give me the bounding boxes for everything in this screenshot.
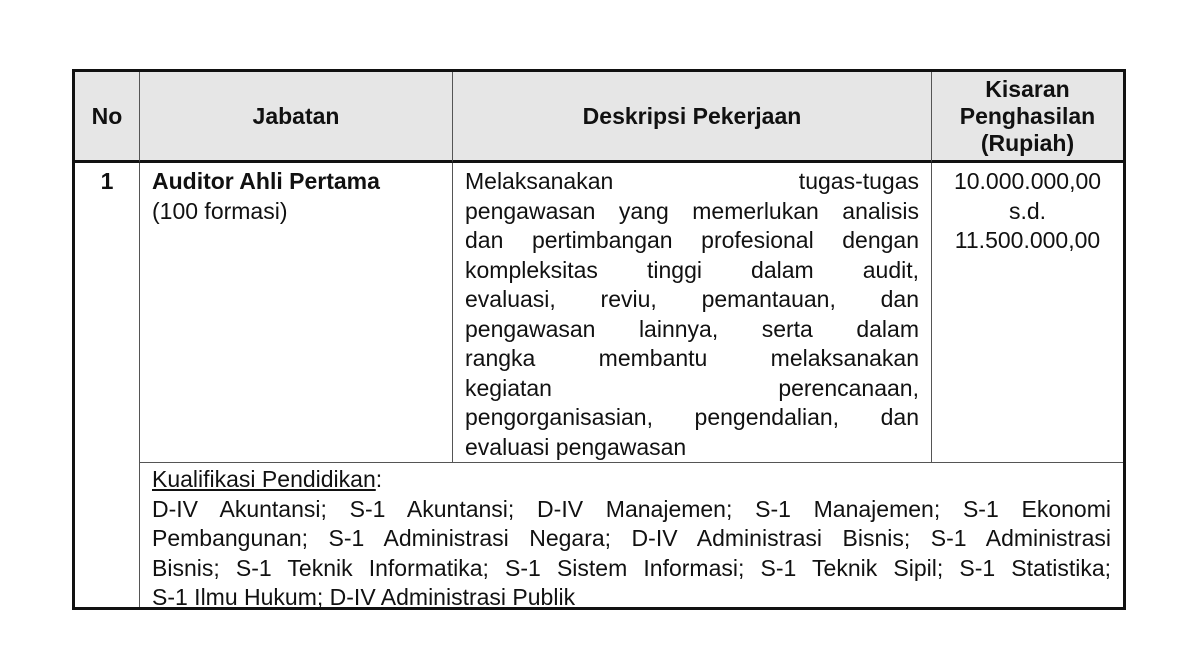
deskripsi-cell bbox=[452, 163, 931, 463]
deskripsi-line: kegiatan perencanaan, bbox=[465, 374, 919, 401]
deskripsi-line: dan pertimbangan profesional dengan bbox=[465, 227, 919, 253]
header-deskripsi-label: Deskripsi Pekerjaan bbox=[582, 102, 802, 129]
header-jabatan-label: Jabatan bbox=[252, 102, 340, 129]
deskripsi-line: kompleksitas tinggi dalam audit, bbox=[465, 256, 919, 283]
header-kisaran-line1: Kisaran bbox=[985, 75, 1070, 102]
kualifikasi-line: D-IV Akuntansi; S-1 Akuntansi; D-IV Manajemen; S-1 Manajemen; S-1 Ekonomi bbox=[152, 495, 1111, 522]
header-kisaran-line2: Penghasilan bbox=[959, 102, 1096, 129]
kualifikasi-line: S-1 Ilmu Hukum; D-IV Administrasi Publik bbox=[152, 584, 576, 610]
kualifikasi-heading-line bbox=[152, 465, 1111, 495]
kisaran-cell bbox=[931, 163, 1123, 463]
jabatan-cell bbox=[139, 163, 452, 463]
kualifikasi-heading: Kualifikasi Pendidikan bbox=[152, 466, 376, 492]
row-number-value: 1 bbox=[100, 168, 114, 194]
header-deskripsi bbox=[452, 72, 931, 163]
header-jabatan bbox=[139, 72, 452, 163]
deskripsi-line: Melaksanakan tugas-tugas bbox=[465, 168, 919, 194]
deskripsi-line: pengorganisasian, pengendalian, dan bbox=[465, 404, 919, 430]
deskripsi-line: pengawasan lainnya, serta dalam bbox=[465, 315, 919, 342]
header-no bbox=[75, 72, 139, 163]
deskripsi-line: evaluasi pengawasan bbox=[465, 433, 687, 460]
jabatan-formasi: (100 formasi) bbox=[152, 197, 288, 224]
kualifikasi-line: Pembangunan; S-1 Administrasi Negara; D-IV Administrasi Bisnis; S-1 Administrasi bbox=[152, 525, 1111, 551]
kisaran-max: 11.500.000,00 bbox=[954, 227, 1101, 253]
kualifikasi-colon: : bbox=[375, 466, 383, 492]
deskripsi-line: rangka membantu melaksanakan bbox=[465, 345, 919, 371]
kualifikasi-line: Bisnis; S-1 Teknik Informatika; S-1 Sistem Informasi; S-1 Teknik Sipil; S-1 Statistika; bbox=[152, 554, 1111, 581]
header-kisaran bbox=[931, 72, 1123, 163]
header-no-label: No bbox=[91, 102, 123, 129]
kisaran-min: 10.000.000,00 bbox=[953, 168, 1102, 194]
jabatan-title: Auditor Ahli Pertama bbox=[152, 168, 380, 194]
deskripsi-line: pengawasan yang memerlukan analisis bbox=[465, 197, 919, 224]
row-number-continuation bbox=[75, 463, 139, 607]
formation-table bbox=[72, 69, 1126, 610]
kualifikasi-cell bbox=[139, 463, 1123, 610]
row-number bbox=[75, 163, 139, 463]
kisaran-separator: s.d. bbox=[1008, 197, 1047, 224]
deskripsi-line: evaluasi, reviu, pemantauan, dan bbox=[465, 286, 919, 312]
header-kisaran-line3: (Rupiah) bbox=[980, 129, 1075, 156]
